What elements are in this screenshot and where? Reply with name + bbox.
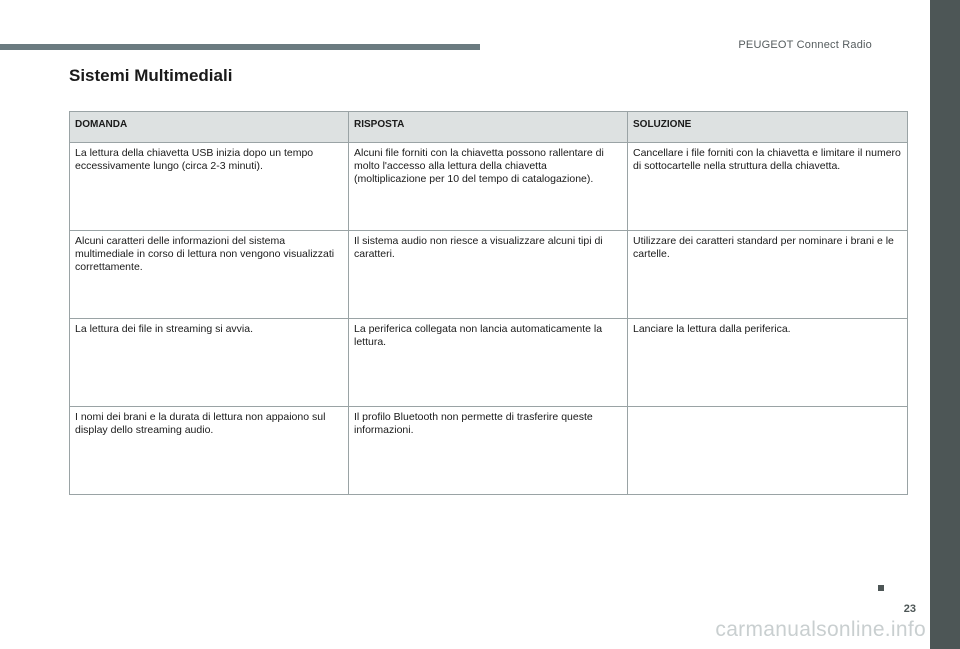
header-rule (0, 44, 480, 50)
faq-table (69, 111, 908, 495)
section-title: Sistemi Multimediali (69, 66, 233, 85)
solution-cell: Cancellare i file forniti con la chiavetta e limitare il numero di sottocartelle nella struttura della chiavetta. (628, 143, 908, 231)
answer-cell: Il profilo Bluetooth non permette di trasferire queste informazioni. (349, 407, 628, 495)
page-marker-square (878, 585, 884, 591)
question-cell: I nomi dei brani e la durata di lettura non appaiono sul display dello streaming audio. (70, 407, 349, 495)
table-row (70, 319, 908, 407)
solution-cell: Utilizzare dei caratteri standard per nominare i brani e le cartelle. (628, 231, 908, 319)
column-header-answer: RISPOSTA (349, 112, 628, 143)
watermark: carmanualsonline.info (715, 618, 926, 641)
solution-cell: Lanciare la lettura dalla periferica. (628, 319, 908, 407)
page-edge-band (930, 0, 960, 649)
question-cell: La lettura dei file in streaming si avvia. (70, 319, 349, 407)
column-header-question: DOMANDA (70, 112, 349, 143)
answer-cell: La periferica collegata non lancia automaticamente la lettura. (349, 319, 628, 407)
page-number: 23 (903, 603, 916, 615)
header-brand: PEUGEOT Connect Radio (738, 39, 872, 51)
table-row (70, 143, 908, 231)
table-header-row (70, 112, 908, 143)
answer-cell: Il sistema audio non riesce a visualizzare alcuni tipi di caratteri. (349, 231, 628, 319)
table-row (70, 231, 908, 319)
answer-cell: Alcuni file forniti con la chiavetta possono rallentare di molto l'accesso alla lettura della chiavetta (moltiplicazione per 10 del tempo di catalogazione). (349, 143, 628, 231)
question-cell: La lettura della chiavetta USB inizia dopo un tempo eccessivamente lungo (circa 2-3 minuti). (70, 143, 349, 231)
column-header-solution: SOLUZIONE (628, 112, 908, 143)
solution-cell (628, 407, 908, 495)
table-row (70, 407, 908, 495)
question-cell: Alcuni caratteri delle informazioni del sistema multimediale in corso di lettura non vengono visualizzati correttamente. (70, 231, 349, 319)
